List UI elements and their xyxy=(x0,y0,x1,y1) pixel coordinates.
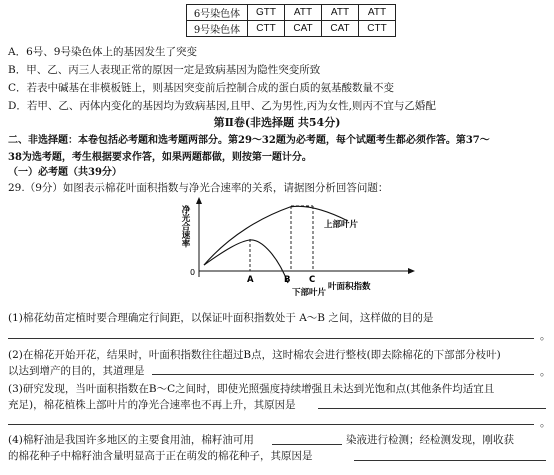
table-cell: GTT xyxy=(248,5,285,21)
q4-line1a: (4)棉籽油是我国许多地区的主要食用油，棉籽油可用 xyxy=(8,434,254,446)
y-axis-label: 净光合速率 xyxy=(180,205,190,248)
series-label-upper: 上部叶片 xyxy=(324,220,359,230)
x-mark-a: A xyxy=(247,275,254,285)
section-desc-1: 二、非选择题：本卷包括必考题和选考题两部分。第29～32题为必考题，每个试题考生都必须作答。第37～ xyxy=(8,135,490,146)
lower-leaf-curve xyxy=(204,240,291,285)
question-29: 29.（9分）如图表示棉花叶面积指数与净光合速率的关系，请据图分析回答问题： xyxy=(8,182,389,194)
x-axis-arrow xyxy=(408,268,415,274)
q4-line2: 的棉花种子中棉籽油含量明显高于正在萌发的棉花种子，其原因是 xyxy=(8,450,313,462)
option-a: A．6号、9号染色体上的基因发生了突变 xyxy=(8,46,197,58)
section-title: 第Ⅱ卷(非选择题 共54分) xyxy=(213,116,341,129)
table-cell: CTT xyxy=(359,21,396,37)
answer-line-1 xyxy=(8,338,534,339)
table-cell: ATT xyxy=(359,5,396,21)
q1-line1: (1)棉花幼苗定植时要合理确定行间距，以保证叶面积指数处于 A～B 之间，这样做的目的是 xyxy=(8,312,434,324)
table-cell: CTT xyxy=(248,21,285,37)
row-label: 6号染色体 xyxy=(187,5,248,21)
table-cell: ATT xyxy=(322,5,359,21)
option-d: D．若甲、乙、丙体内变化的基因均为致病基因,且甲、乙为男性,丙为女性,则丙不宜与乙婚配 xyxy=(8,100,436,112)
y-axis-arrow xyxy=(196,197,202,204)
q2-period: 。 xyxy=(540,366,551,378)
q3-line2: 充足)，棉花植株上部叶片的净光合速率也不再上升，其原因是 xyxy=(8,399,296,411)
answer-line-4 xyxy=(354,460,546,461)
table-row xyxy=(187,5,396,21)
x-mark-c: C xyxy=(309,275,316,285)
option-b: B．甲、乙、丙三人表现正常的原因一定是致病基因为隐性突变所致 xyxy=(8,64,321,76)
answer-line-3b xyxy=(8,424,534,425)
q2-line1: (2)在棉花开始开花，结果时，叶面积指数往往超过B点，这时棉农会进行整枝(即去除棉花的下部部分枝叶) xyxy=(8,349,501,361)
photosynthesis-chart xyxy=(0,195,554,305)
q1-period: 。 xyxy=(540,330,551,342)
row-label: 9号染色体 xyxy=(187,21,248,37)
q2-line2: 以达到增产的目的，其道理是 xyxy=(8,365,145,377)
answer-blank-dye xyxy=(272,444,342,445)
dna-sequence-table xyxy=(186,4,396,37)
option-c: C．若表中碱基在非模板链上，则基因突变前后控制合成的蛋白质的氨基酸数量不变 xyxy=(8,82,395,94)
series-label-lower: 下部叶片 xyxy=(292,288,327,298)
answer-line-3 xyxy=(318,408,546,409)
q3-line1: (3)研究发现，当叶面积指数在B～C之间时，即使光照强度持续增强且未达到光饱和点(其他条件均适宜且 xyxy=(8,383,495,395)
x-axis-label: 叶面积指数 xyxy=(328,282,371,292)
required-heading: （一）必考题（共39分） xyxy=(8,167,122,178)
q3-period: 。 xyxy=(540,417,551,429)
q4-line1b: 染液进行检测；经检测发现，刚收获 xyxy=(346,434,514,446)
x-mark-b: B xyxy=(284,275,291,285)
origin-label: 0 xyxy=(190,268,196,277)
upper-leaf-curve xyxy=(204,206,348,265)
table-row xyxy=(187,21,396,37)
table-cell: CAT xyxy=(285,21,322,37)
table-cell: ATT xyxy=(285,5,322,21)
answer-line-2 xyxy=(152,374,534,375)
table-cell: CAT xyxy=(322,21,359,37)
section-desc-2: 38为选考题，考生根据要求作答，如果两题都做，则按第一题计分。 xyxy=(8,152,312,163)
